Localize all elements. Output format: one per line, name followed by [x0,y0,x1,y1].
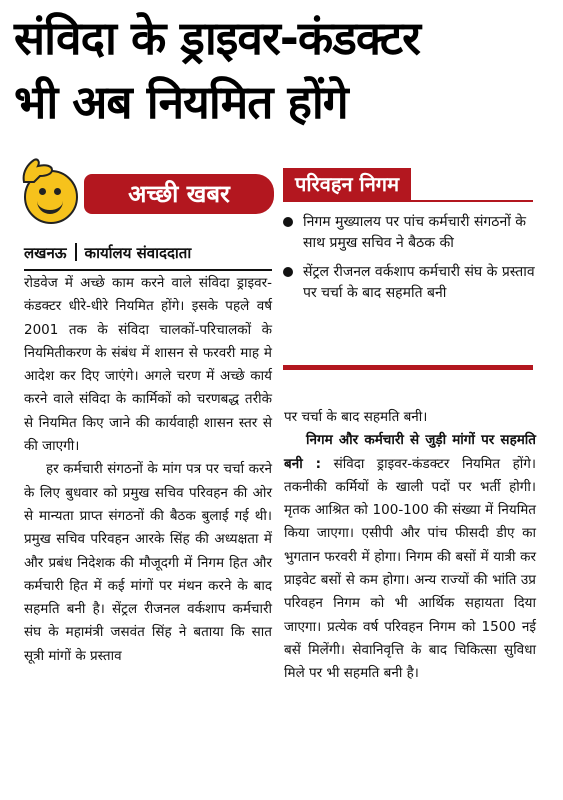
highlight-box-title: परिवहन निगम [283,168,411,200]
paragraph-3: पर चर्चा के बाद सहमति बनी। [284,409,428,425]
article-column-right [284,406,536,686]
badge-label: अच्छी खबर [84,174,274,214]
highlight-box-bottom-rule [283,365,533,370]
subheading: निगम और कर्मचारी से जुड़ी मांगों पर सहमति बनी : [284,432,536,472]
highlight-point: सेंट्रल रीजनल वर्कशाप कर्मचारी संघ के प्रस्ताव पर चर्चा के बाद सहमति बनी [283,262,535,304]
highlight-point: निगम मुख्यालय पर पांच कर्मचारी संगठनों के साथ प्रमुख सचिव ने बैठक की [283,212,535,254]
headline [14,6,554,134]
article-column-left [24,272,272,668]
highlight-box-header [283,168,533,200]
paragraph-1: रोडवेज में अच्छे काम करने वाले संविदा ड्राइवर-कंडक्टर धीरे-धीरे नियमित होंगे। इसके पहले वर्ष 2001 तक के संविदा चालकों-परिचालकों के नियमितीकरण के संबंध में शासन से फरवरी माह मे आदेश कर दिए जाएंगे। अगले चरण में अच्छे कार्य करने वाले संविदा के कार्मिकों को चरणबद्ध तरीके से नियमित किए जाने की कार्यवाही शासन स्तर से की जाएगी। [24,275,272,455]
paragraph-2: हर कर्मचारी संगठनों के मांग पत्र पर चर्चा करने के लिए बुधवार को प्रमुख सचिव परिवहन की ओर से मान्यता प्राप्त संगठनों की बैठक बुलाई गई थी। प्रमुख सचिव परिवहन आरके सिंह की अध्यक्षता में और प्रबंध निदेशक की मौजूदगी में निगम हित और कर्मचारी हित में कई मांगों पर मंथन करने के बाद सहमति बनी है। सेंट्रल रीजनल वर्कशाप कर्मचारी संघ के महामंत्री जसवंत सिंह ने बताया कि सात सूत्री मांगों के प्रस्ताव [24,461,272,664]
headline-line-2: भी अब नियमित होंगे [14,75,348,129]
bullet-icon [283,267,293,277]
byline-place: लखनऊ [24,244,67,262]
byline-rule [24,269,272,271]
bullet-icon [283,217,293,227]
paragraph-4 [284,429,536,685]
byline [24,242,272,264]
byline-separator [75,243,77,261]
paragraph-4-text: संविदा ड्राइवर-कंडक्टर नियमित होंगे। तकनीकी कर्मियों के खाली पदों पर भर्ती होगी। मृतक आश्रित को 100-100 की संख्या में नियमित किया जाएगा। एसीपी और पांच फीसदी डीए का भुगतान फरवरी में होगा। निगम की बसों में यात्री कर प्राइवेट बसों से कम होगा। अन्य राज्यों की भांति उप्र परिवहन निगम को भी आर्थिक सहायता दिया जाएगा। प्रत्येक वर्ष परिवहन निगम को 1500 नई बसें मिलेंगी। सेवानिवृत्ति के बाद चिकित्सा सुविधा मिले पर भी सहमति बनी है। [284,455,536,682]
thumb-icon [18,158,58,184]
headline-line-1: संविदा के ड्राइवर-कंडक्टर [14,11,420,65]
highlight-box-underline [283,200,533,202]
good-news-badge [18,158,278,228]
highlight-box-points [283,212,535,312]
byline-author: कार्यालय संवाददाता [84,244,192,262]
